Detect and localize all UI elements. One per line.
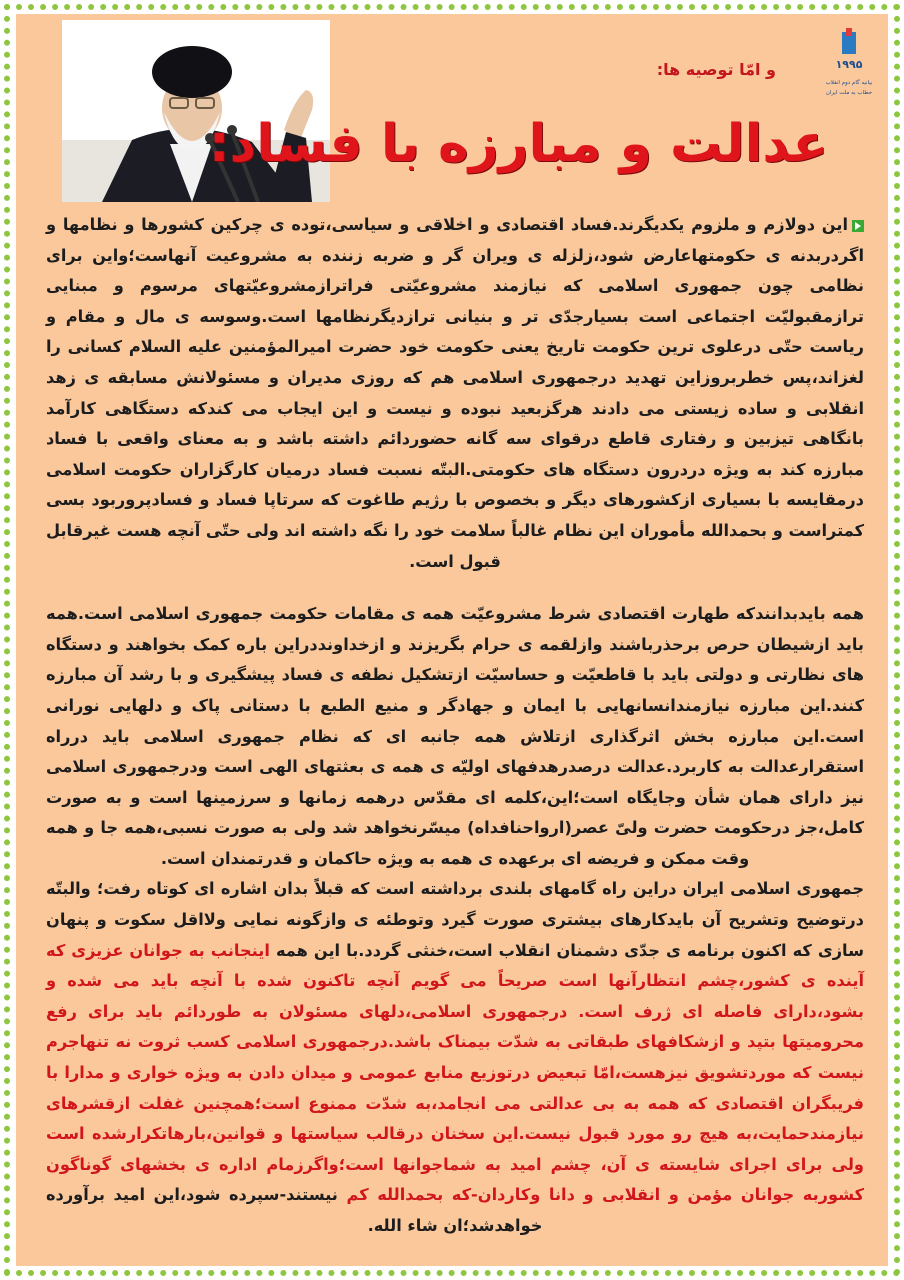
page-title: عدالت و مبارزه با فساد: xyxy=(208,114,828,174)
logo-caption-1: بیانیه گام دوم انقلاب xyxy=(825,80,873,86)
logo-number: ۱۹۹۵ xyxy=(835,58,863,71)
article-body xyxy=(46,210,864,1242)
paragraph-3-text: جمهوری اسلامی ایران دراین راه گامهای بلندی برداشته است که قبلاً بدان اشاره ای کوتاه رفت؛ والبتّه درتوضیح وتشریح آن بایدکارهای بیشتری صورت گیرد وتوطئه ی وازگونه نمایی ولااقل سکوت و پنهان سازی که اکنون برنامه ی جدّی دشمنان انقلاب است،خنثی گردد.با این همه xyxy=(46,879,865,960)
bullet-arrow-icon xyxy=(852,220,864,232)
header xyxy=(16,14,888,204)
paragraph-3-closing: نیستند-سپرده شود،این امید برآورده خواهدشد؛ان شاء الله. xyxy=(46,1185,543,1235)
section-subtitle: و امّا توصیه ها: xyxy=(656,60,776,79)
content-panel xyxy=(16,14,888,1266)
speaker-portrait xyxy=(62,20,330,202)
campaign-logo xyxy=(822,28,876,112)
paragraph-gap xyxy=(46,577,864,599)
paragraph-1-text: این دولازم و ملزوم یکدیگرند.فساد اقتصادی و اخلاقی و سیاسی،توده ی چرکین کشورها و نظامها و اگردربدنه ی حکومتهاعارض شود،زلزله ی ویران گر و ضربه زننده به مشروعیت آنهاست؛واین برای نظامی چون جمهوری اسلامی که نیازمند مشروعیّتی فراترازمشروعیّتهای مرسوم و مبنایی ترازمقبولیّت اجتماعی است بسیارجدّی تر و بنیانی ترازدیگرنظامها است.وسوسه ی مال و مقام و ریاست حتّی درعلوی ترین حکومت تاریخ یعنی حکومت خود حضرت امیرالمؤمنین علیه السلام کسانی را لغزاند،پس خطربروزاین تهدید درجمهوری اسلامی هم که روزی مدیران و مسئولانش مسابقه ی زهد انقلابی و ساده زیستی می دادند هرگزبعید نبوده و نیست و این ایجاب می کندکه دستگاهی کارآمد بانگاهی تیزبین و رفتاری قاطع درقوای سه گانه حضوردائم داشته باشد و به معنای واقعی با فساد مبارزه کند به ویژه دردرون دستگاه های حکومتی.البتّه نسبت فساد درمیان کارگزاران حکومت اسلامی درمقایسه با بسیاری ازکشورهای دیگر و بخصوص با رژیم طاغوت که سرتاپا فساد و فسادپروربود بسی کمتراست و بحمدالله مأموران این نظام غالباً سلامت خود را نگه داشته اند ولی حتّی آنچه هست غیرقابل قبول است. xyxy=(46,215,864,571)
paragraph-2: همه بایدبدانندکه طهارت اقتصادی شرط مشروعیّت همه ی مقامات حکومت جمهوری اسلامی است.همه باید ازشیطان حرص برحذرباشند وازلقمه ی حرام بگریزند و ازخداونددراین باره کمک بخواهند و دستگاه های نظارتی و دولتی باید با قاطعیّت و حساسیّت ازتشکیل نطفه ی فساد پیشگیری و با رشد آن مبارزه کنند.این مبارزه نیازمندانسانهایی با ایمان و جهادگر و منیع الطبع با دستانی پاک و دلهایی نورانی است.این مبارزه بخش اثرگذاری ازتلاش همه جانبه ای که نظام جمهوری اسلامی باید درراه استقرارعدالت به کاربرد.عدالت درصدرهدفهای اولیّه ی همه ی بعثتهای الهی است ودرجمهوری اسلامی نیز دارای همان شأن وجایگاه است؛این،کلمه ای مقدّس درهمه زمانها و سرزمینها است و به صورت کامل،جز درحکومت حضرت ولیّ عصر(ارواحنافداه) میسّرنخواهد شد ولی به صورت نسبی،همه جا و همه وقت ممکن و فریضه ای برعهده ی همه به ویژه حاکمان و قدرتمندان است. xyxy=(46,604,864,868)
paragraph-3-highlight: اینجانب به جوانان عزیزی که آینده ی کشور،چشم انتظارآنها است صریحاً می گویم آنچه تاکنون شده با آنچه باید می شده و بشود،دارای فاصله ای ژرف است. درجمهوری اسلامی،دلهای مسئولان به طوردائم باید برای رفع محرومیتها بتپد و ازشکافهای طبقاتی به شدّت بیمناک باشد.درجمهوری اسلامی کسب ثروت نه تنهاجرم نیست که موردتشویق نیزهست،امّا تبعیض درتوزیع منابع عمومی و میدان دادن به ویژه خواری و مدارا با فریبگران اقتصادی که همه به بی عدالتی می انجامد،به شدّت ممنوع است؛همچنین غفلت ازقشرهای نیازمندحمایت،به هیچ رو مورد قبول نیست.این سخنان درقالب سیاستها و قوانین،بارهاتکرارشده است ولی برای اجرای شایسته ی آن، چشم امید به شماجوانها است؛واگرزمام اداره ی بخشهای گوناگون کشوربه جوانان مؤمن و انقلابی و دانا وکاردان-که بحمدالله کم xyxy=(46,940,865,1205)
paragraph-3 xyxy=(46,874,864,1241)
paragraph-1 xyxy=(46,210,864,577)
logo-caption-2: خطاب به ملت ایران xyxy=(825,90,873,96)
